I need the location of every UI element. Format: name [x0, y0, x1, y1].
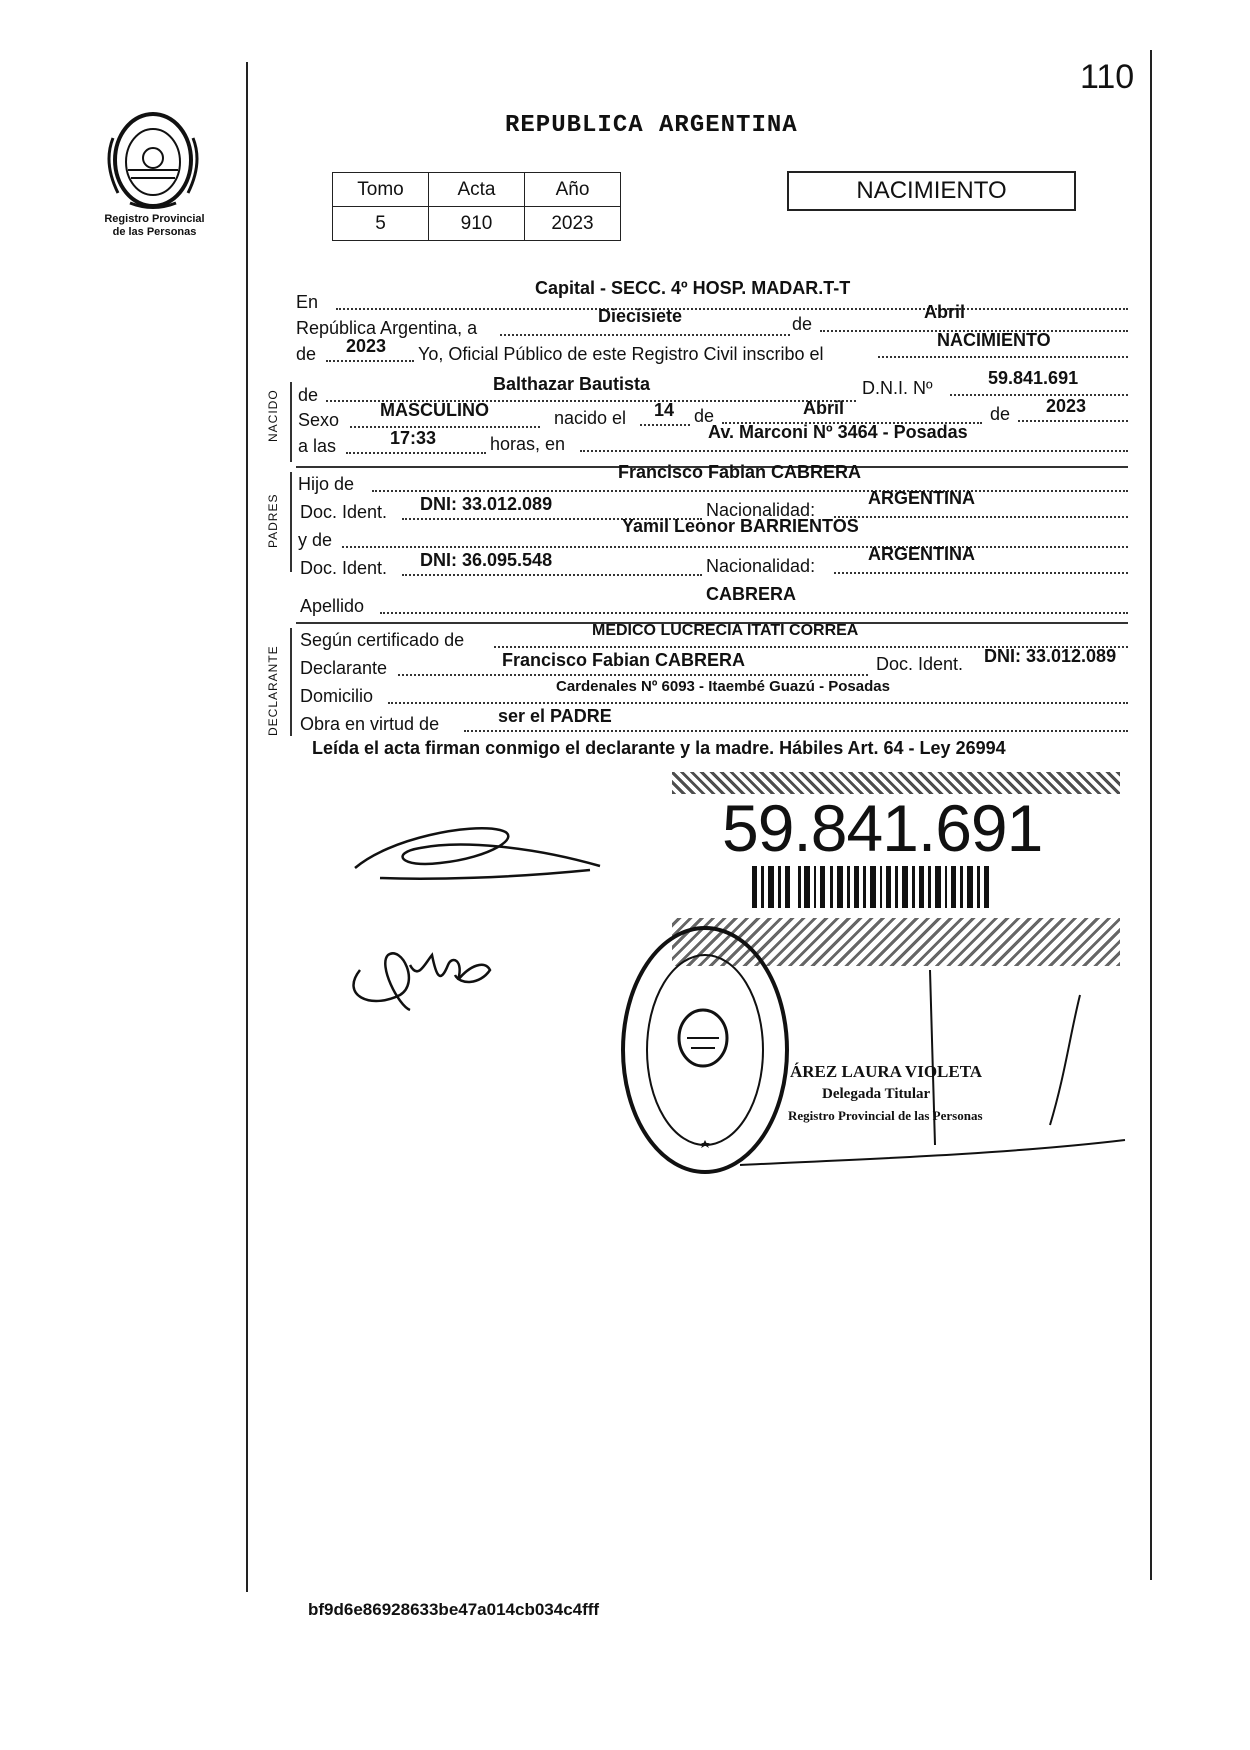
value-dia: Diecisiete — [598, 306, 683, 326]
document-hash: bf9d6e86928633be47a014cb034c4fff — [308, 1600, 600, 1619]
value-domicilio: Cardenales Nº 6093 - Itaembé Guazú - Posadas — [556, 678, 890, 695]
label-horas: horas, en — [490, 434, 566, 454]
registry-line-1: Registro Provincial — [104, 213, 205, 225]
value-lugar: Capital - SECC. 4º HOSP. MADAR.T-T — [535, 278, 851, 298]
dots — [950, 394, 1128, 396]
record-value-acta: 910 — [429, 207, 525, 241]
declarant-signature-icon — [350, 818, 610, 903]
dots — [388, 702, 1128, 704]
value-madre: Yamil Leonor BARRIENTOS — [622, 516, 859, 536]
official-role: Delegada Titular — [822, 1086, 931, 1102]
side-label-nacido: NACIDO — [266, 389, 280, 442]
value-declarante: Francisco Fabian CABRERA — [502, 650, 746, 670]
dots — [380, 612, 1128, 614]
dots — [326, 360, 414, 362]
label-hijo: Hijo de — [298, 474, 355, 494]
value-obra: ser el PADRE — [498, 706, 612, 726]
document-title: REPUBLICA ARGENTINA — [505, 112, 798, 139]
value-certificado: MEDICO LUCRECIA ITATI CORREA — [592, 622, 859, 639]
label-dni: D.N.I. Nº — [862, 378, 933, 398]
dots — [640, 424, 690, 426]
dots — [878, 356, 1128, 358]
closing-note: Leída el acta firman conmigo el declarante y la madre. Hábiles Art. 64 - Ley 26994 — [312, 738, 1006, 758]
label-nac2: Nacionalidad: — [706, 556, 816, 576]
dots — [500, 334, 790, 336]
side-label-declarante: DECLARANTE — [266, 645, 280, 736]
record-table — [332, 172, 621, 241]
value-lugar-nac: Av. Marconi Nº 3464 - Posadas — [708, 422, 968, 442]
side-label-padres: PADRES — [266, 493, 280, 548]
value-nombre: Balthazar Bautista — [493, 374, 651, 394]
label-yo: Yo, Oficial Público de este Registro Civil inscribo el — [418, 344, 824, 364]
dots — [1018, 420, 1128, 422]
record-header-tomo: Tomo — [333, 173, 429, 207]
official-org: Registro Provincial de las Personas — [788, 1108, 983, 1123]
dots — [464, 730, 1128, 732]
dots — [580, 450, 1128, 452]
label-apellido: Apellido — [300, 596, 365, 616]
label-doc2: Doc. Ident. — [300, 558, 388, 578]
mother-signature-icon — [340, 925, 500, 1020]
dots — [834, 572, 1128, 574]
label-segun: Según certificado de — [300, 630, 465, 650]
official-name: ÁREZ LAURA VIOLETA — [790, 1062, 983, 1081]
dots — [834, 516, 1128, 518]
dots — [350, 426, 540, 428]
value-anio: 2023 — [346, 336, 387, 356]
label-de2: de — [296, 344, 317, 364]
label-a-las: a las — [298, 436, 337, 456]
dots — [342, 546, 1128, 548]
dots — [402, 574, 702, 576]
value-padre-doc: DNI: 33.012.089 — [420, 494, 553, 514]
label-doc3: Doc. Ident. — [876, 654, 964, 674]
label-de: de — [792, 314, 813, 334]
registry-caption — [92, 213, 217, 239]
label-obra: Obra en virtud de — [300, 714, 440, 734]
label-nacido: nacido el — [554, 408, 627, 428]
value-declarante-doc: DNI: 33.012.089 — [984, 646, 1117, 666]
label-doc1: Doc. Ident. — [300, 502, 388, 522]
record-value-anio: 2023 — [525, 207, 621, 241]
province-coat-of-arms-icon — [98, 108, 208, 218]
right-margin-line — [1150, 50, 1152, 1580]
value-nac-anio: 2023 — [1046, 396, 1087, 416]
value-apellido: CABRERA — [706, 584, 796, 604]
section-bar-declarante — [290, 628, 292, 736]
page-number: 110 — [1080, 58, 1135, 96]
section-bar-padres — [290, 472, 292, 572]
dots — [372, 490, 1128, 492]
record-header-anio: Año — [525, 173, 621, 207]
label-yde: y de — [298, 530, 333, 550]
label-sexo: Sexo — [298, 410, 340, 430]
left-margin-line — [246, 62, 248, 1592]
value-sexo: MASCULINO — [380, 400, 489, 420]
value-padre: Francisco Fabian CABRERA — [618, 462, 862, 482]
value-acto: NACIMIENTO — [937, 330, 1051, 350]
value-nac-dia: 14 — [654, 400, 675, 420]
official-signature-icon — [720, 955, 1140, 1210]
value-mes: Abril — [924, 302, 966, 322]
label-en: En — [296, 292, 319, 312]
dni-big-number: 59.841.691 — [722, 791, 1043, 865]
section-bar-nacido — [290, 382, 292, 462]
dots — [336, 308, 1128, 310]
label-domicilio: Domicilio — [300, 686, 374, 706]
barcode — [752, 866, 992, 913]
record-value-tomo: 5 — [333, 207, 429, 241]
label-de-nombre: de — [298, 385, 319, 405]
value-padre-nac: ARGENTINA — [868, 488, 975, 508]
registry-line-2: de las Personas — [112, 226, 197, 238]
record-type-box: NACIMIENTO — [787, 171, 1076, 211]
value-nac-mes: Abril — [803, 398, 845, 418]
label-declarante: Declarante — [300, 658, 388, 678]
dots — [398, 674, 868, 676]
value-dni: 59.841.691 — [988, 368, 1079, 388]
label-republica: República Argentina, a — [296, 318, 478, 338]
value-madre-doc: DNI: 36.095.548 — [420, 550, 553, 570]
value-madre-nac: ARGENTINA — [868, 544, 975, 564]
record-header-acta: Acta — [429, 173, 525, 207]
label-de3: de — [694, 406, 715, 426]
dots — [346, 452, 486, 454]
label-nac1: Nacionalidad: — [706, 500, 816, 520]
label-de4: de — [990, 404, 1011, 424]
value-hora: 17:33 — [390, 428, 437, 448]
